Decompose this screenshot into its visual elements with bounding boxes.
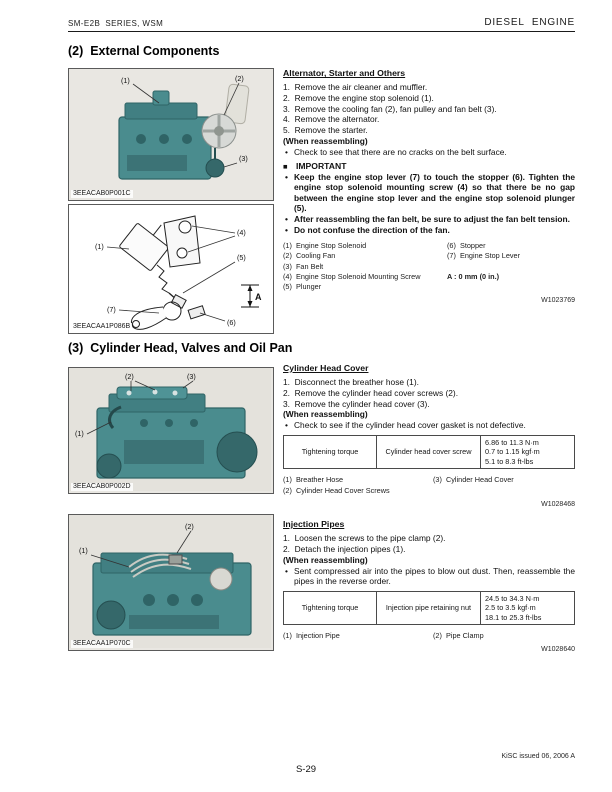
important-note: • Keep the engine stop lever (7) to touch the stopper (6). Tighten the engine stop solenoid mounting screw (4) so that there be no gap between the engine stop lever and the engine stop solenoid plunger (5). — [283, 172, 575, 214]
callout-label: (3) — [187, 372, 196, 381]
torque-table-label: Tightening torque — [301, 447, 359, 457]
callout-label: (2) — [235, 74, 244, 83]
procedure-step: 2. Remove the cylinder head cover screws (2). — [283, 387, 459, 398]
part-item: (3) Fan Belt — [283, 261, 324, 271]
section-2-title: (2) External Components — [68, 44, 220, 58]
callout-label: (3) — [239, 154, 248, 163]
header-engine-label: DIESEL ENGINE — [484, 17, 575, 28]
reassembling-label: (When reassembling) — [283, 409, 368, 420]
dimension-note: A : 0 mm (0 in.) — [447, 271, 500, 281]
note-item: • Check to see that there are no cracks on the belt surface. — [283, 147, 575, 158]
alternator-section — [283, 68, 575, 304]
callout-label: (2) — [125, 372, 134, 381]
cylinder-head-cover-section — [283, 363, 575, 508]
note-item: • Sent compressed air into the pipes to blow out dust. Then, reassemble the pipes in the reverse order. — [283, 566, 575, 587]
figure-injection-pipes-photo — [68, 514, 274, 651]
important-label: ■ IMPORTANT — [283, 161, 575, 172]
parts-legend — [283, 631, 575, 641]
torque-table-item: Cylinder head cover screw — [376, 436, 480, 469]
parts-column-right — [447, 241, 575, 292]
torque-value: 24.5 to 34.3 N·m — [485, 593, 540, 603]
part-item: (7) Engine Stop Lever — [447, 251, 521, 261]
torque-table-values — [480, 436, 574, 469]
callout-label: (6) — [227, 318, 236, 327]
part-item: (6) Stopper — [447, 241, 486, 251]
callout-label: (7) — [107, 305, 116, 314]
reference-number: W1023769 — [541, 297, 575, 305]
figure-caption: 3EEACAB0P002D — [73, 483, 131, 490]
callout-label: (1) — [79, 546, 88, 555]
reassembling-label: (When reassembling) — [283, 135, 368, 146]
figure-caption: 3EEACAB0P001C — [73, 190, 131, 197]
part-item: (1) Injection Pipe — [283, 631, 340, 641]
part-item: (1) Engine Stop Solenoid — [283, 241, 367, 251]
torque-table — [283, 435, 575, 470]
parts-legend — [283, 241, 575, 292]
callout-label: (1) — [75, 429, 84, 438]
figure-caption: 3EEACAA1P070C — [73, 640, 131, 647]
section-3-title: (3) Cylinder Head, Valves and Oil Pan — [68, 341, 293, 355]
parts-legend — [283, 475, 575, 495]
dimension-label: A — [255, 292, 262, 302]
procedure-step: 3. Remove the cooling fan (2), fan pulley and fan belt (3). — [283, 103, 497, 114]
reassembling-label: (When reassembling) — [283, 554, 368, 565]
torque-table-label: Tightening torque — [301, 603, 359, 613]
torque-value: 5.1 to 8.3 ft-lbs — [485, 456, 534, 466]
important-note: • Do not confuse the direction of the fan. — [283, 225, 575, 236]
part-item: (3) Cylinder Head Cover — [433, 475, 514, 485]
page-header — [68, 17, 575, 32]
callout-label: (4) — [237, 228, 246, 237]
callout-label: (5) — [237, 253, 246, 262]
parts-column-left — [283, 631, 433, 641]
procedure-step: 1. Remove the air cleaner and muffler. — [283, 82, 428, 92]
footer-issue-note: KiSC issued 06, 2006 A — [501, 753, 575, 760]
procedure-step: 1. Disconnect the breather hose (1). — [283, 377, 419, 387]
injection-pipes-illustration — [69, 515, 271, 648]
procedure-step: 2. Remove the engine stop solenoid (1). — [283, 92, 434, 103]
figure-caption: 3EEACAA1P086B — [73, 323, 131, 330]
callout-label: (2) — [185, 522, 194, 531]
torque-value: 0.7 to 1.15 kgf·m — [485, 447, 540, 457]
part-item: (5) Plunger — [283, 281, 322, 291]
parts-column-left — [283, 241, 447, 292]
injection-pipes-heading: Injection Pipes — [283, 519, 345, 529]
torque-table-item: Injection pipe retaining nut — [376, 592, 480, 625]
procedure-step: 1. Loosen the screws to the pipe clamp (2). — [283, 533, 446, 543]
important-note: • After reassembling the fan belt, be sure to adjust the fan belt tension. — [283, 214, 575, 225]
alternator-heading: Alternator, Starter and Others — [283, 68, 406, 78]
reference-number: W1028640 — [541, 646, 575, 654]
part-item: (4) Engine Stop Solenoid Mounting Screw — [283, 271, 421, 281]
page-number: S-29 — [295, 764, 317, 775]
cylinder-head-cover-heading: Cylinder Head Cover — [283, 363, 369, 373]
torque-table — [283, 591, 575, 626]
torque-table-values — [480, 592, 574, 625]
reference-number: W1028468 — [541, 500, 575, 508]
procedure-step: 2. Detach the injection pipes (1). — [283, 543, 406, 554]
figure-stop-solenoid-diagram — [68, 204, 274, 334]
callout-label: (1) — [121, 76, 130, 85]
parts-column-right — [433, 475, 575, 495]
cylinder-head-illustration — [69, 368, 271, 491]
part-item: (2) Cylinder Head Cover Screws — [283, 485, 390, 495]
callout-label: (1) — [95, 242, 104, 251]
header-series-label: SM-E2B SERIES, WSM — [68, 19, 164, 28]
parts-column-left — [283, 475, 433, 495]
engine-external-illustration — [69, 69, 271, 198]
figure-cylinder-head-photo — [68, 367, 274, 494]
parts-column-right — [433, 631, 575, 641]
figure-engine-external-photo — [68, 68, 274, 201]
procedure-step: 4. Remove the alternator. — [283, 114, 380, 125]
part-item: (2) Cooling Fan — [283, 251, 336, 261]
part-item: (2) Pipe Clamp — [433, 631, 484, 641]
torque-value: 18.1 to 25.3 ft-lbs — [485, 612, 542, 622]
stop-solenoid-illustration — [69, 205, 271, 331]
procedure-step: 5. Remove the starter. — [283, 125, 368, 136]
part-item: (1) Breather Hose — [283, 475, 344, 485]
torque-value: 2.5 to 3.5 kgf·m — [485, 603, 536, 613]
note-item: • Check to see if the cylinder head cover gasket is not defective. — [283, 420, 575, 431]
torque-value: 6.86 to 11.3 N·m — [485, 437, 539, 447]
procedure-step: 3. Remove the cylinder head cover (3). — [283, 398, 430, 409]
injection-pipes-section — [283, 519, 575, 653]
